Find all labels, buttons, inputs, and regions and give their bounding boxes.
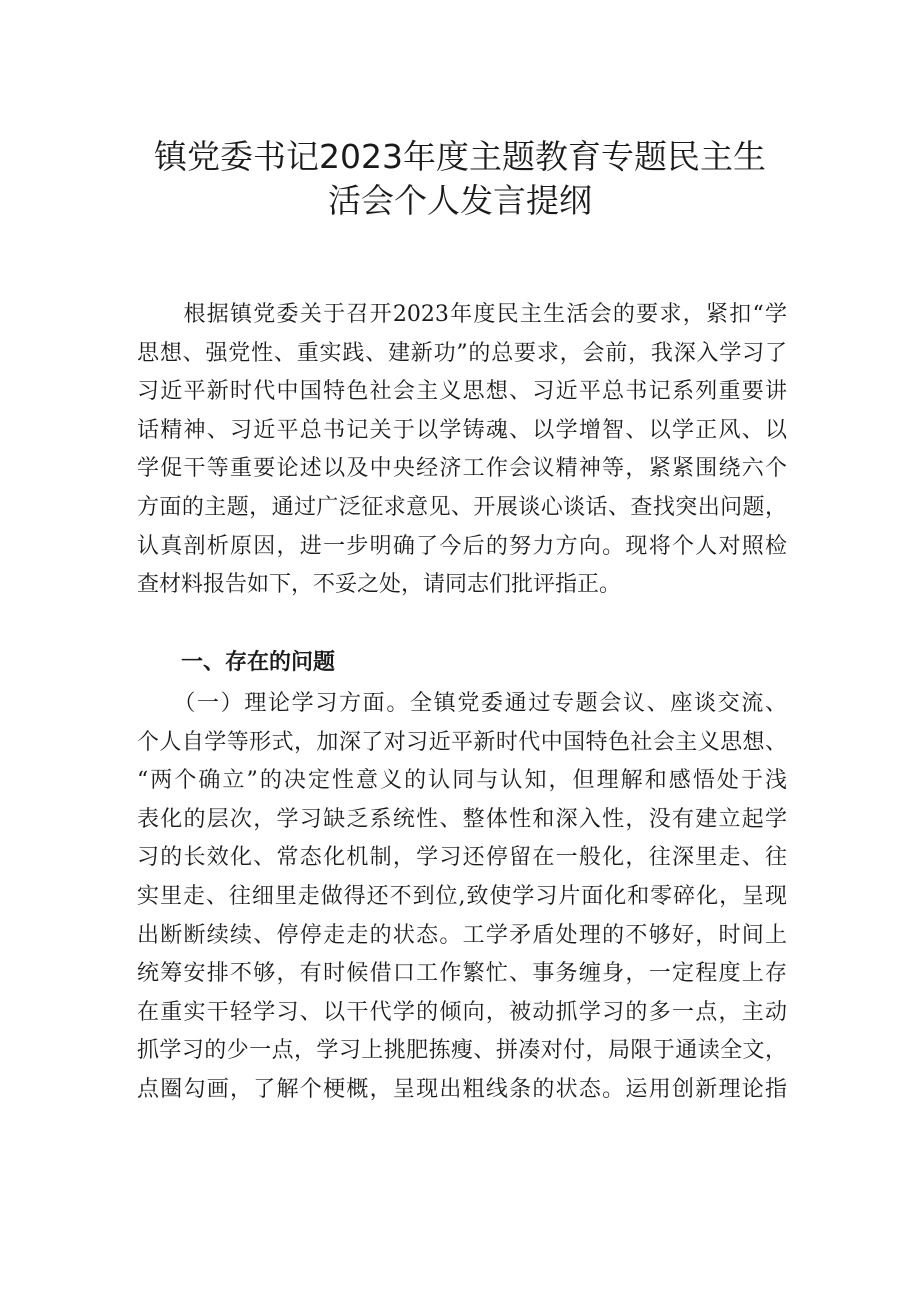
paragraph-line: 统筹安排不够，有时候借口工作繁忙、事务缠身，一定程度上存	[137, 961, 787, 987]
intro-paragraph	[137, 296, 787, 605]
section-heading: 一、存在的问题	[181, 650, 336, 675]
paragraph-line: 点圈勾画，了解个梗概，呈现出粗线条的状态。运用创新理论指	[137, 1076, 787, 1102]
paragraph-line: 思想、强党性、重实践、建新功”的总要求，会前，我深入学习了	[137, 340, 787, 366]
paragraph-line: 根据镇党委关于召开2023年度民主生活会的要求，紧扣“学	[137, 302, 787, 327]
paragraph-line: 认真剖析原因，进一步明确了今后的努力方向。现将个人对照检	[137, 533, 787, 559]
paragraph-line: 抓学习的少一点，学习上挑肥拣瘦、拼凑对付，局限于通读全文，	[137, 1038, 787, 1064]
paragraph-line: 出断断续续、停停走走的状态。工学矛盾处理的不够好，时间上	[137, 922, 787, 948]
document-title-line-2: 活会个人发言提纲	[328, 181, 592, 220]
paragraph-line: 话精神、习近平总书记关于以学铸魂、以学增智、以学正风、以	[137, 417, 787, 443]
document-title-line-1: 镇党委书记2023年度主题教育专题民主生	[154, 137, 766, 176]
paragraph-line: 表化的层次，学习缺乏系统性、整体性和深入性，没有建立起学	[137, 806, 787, 832]
paragraph-line: 查材料报告如下，不妥之处，请同志们批评指正。	[137, 572, 622, 598]
paragraph-line: “两个确立”的决定性意义的认同与认知，但理解和感悟处于浅	[137, 768, 787, 794]
paragraph-line: 个人自学等形式，加深了对习近平新时代中国特色社会主义思想、	[137, 729, 787, 755]
paragraph-line: 实里走、往细里走做得还不到位,致使学习片面化和零碎化，呈现	[137, 883, 787, 909]
section-1-paragraph	[137, 685, 787, 1110]
paragraph-line: 方面的主题，通过广泛征求意见、开展谈心谈话、查找突出问题，	[137, 494, 787, 520]
paragraph-line: 学促干等重要论述以及中央经济工作会议精神等，紧紧围绕六个	[137, 456, 787, 482]
paragraph-line: 习的长效化、常态化机制，学习还停留在一般化，往深里走、往	[137, 845, 787, 871]
paragraph-line: （一）理论学习方面。全镇党委通过专题会议、座谈交流、	[137, 691, 787, 716]
paragraph-line: 习近平新时代中国特色社会主义思想、习近平总书记系列重要讲	[137, 379, 787, 405]
paragraph-line: 在重实干轻学习、以干代学的倾向，被动抓学习的多一点，主动	[137, 999, 787, 1025]
